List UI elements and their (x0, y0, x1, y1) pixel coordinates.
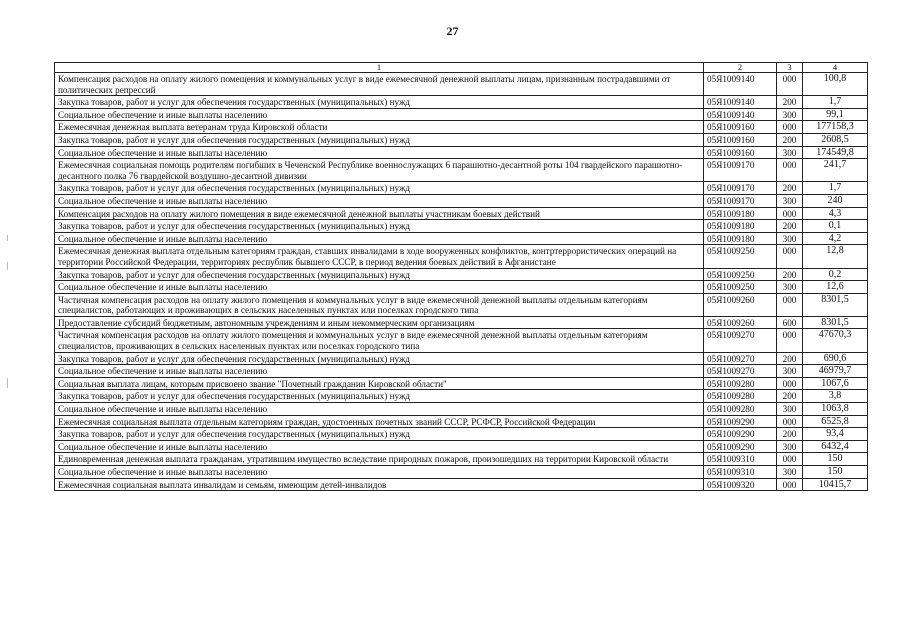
row-expense-type: 200 (777, 352, 803, 365)
row-target-code: 05Я1009290 (704, 440, 777, 453)
row-description: Компенсация расходов на оплату жилого помещения и коммунальных услуг в виде ежемесячной денежной выплаты лицам, признанным пострадавшими от политических репрессий (55, 73, 704, 96)
row-target-code: 05Я1009160 (704, 121, 777, 134)
row-amount: 93,4 (803, 428, 868, 441)
row-expense-type: 300 (777, 466, 803, 479)
table-row (55, 352, 868, 365)
row-amount: 241,7 (803, 159, 868, 182)
table-row (55, 121, 868, 134)
row-amount: 240 (803, 194, 868, 207)
table-row (55, 146, 868, 159)
row-description: Социальное обеспечение и иные выплаты населению (55, 403, 704, 416)
table-row (55, 440, 868, 453)
row-expense-type: 000 (777, 377, 803, 390)
row-target-code: 05Я1009280 (704, 403, 777, 416)
budget-table (54, 62, 868, 491)
row-target-code: 05Я1009280 (704, 390, 777, 403)
table-header-row (55, 63, 868, 73)
row-target-code: 05Я1009250 (704, 245, 777, 268)
table-row (55, 453, 868, 466)
row-expense-type: 300 (777, 440, 803, 453)
row-target-code: 05Я1009180 (704, 207, 777, 220)
table-row (55, 478, 868, 491)
table-row (55, 207, 868, 220)
row-target-code: 05Я1009260 (704, 293, 777, 316)
row-description: Закупка товаров, работ и услуг для обеспечения государственных (муниципальных) нужд (55, 268, 704, 281)
row-target-code: 05Я1009140 (704, 73, 777, 96)
row-target-code: 05Я1009170 (704, 182, 777, 195)
row-amount: 150 (803, 453, 868, 466)
row-expense-type: 300 (777, 365, 803, 378)
row-amount: 690,6 (803, 352, 868, 365)
row-amount: 8301,5 (803, 316, 868, 329)
row-target-code: 05Я1009290 (704, 428, 777, 441)
row-expense-type: 300 (777, 194, 803, 207)
row-target-code: 05Я1009250 (704, 268, 777, 281)
row-description: Ежемесячная социальная помощь родителям погибших в Чеченской Республике военнослужащих 6 парашютно-десантной роты 104 гвардейского парашютно-десантного полка 76 гвардейской воздушно-десантной дивизии (55, 159, 704, 182)
scan-artifact (7, 235, 8, 241)
row-description: Ежемесячная социальная выплата отдельным категориям граждан, удостоенных почетных званий СССР, РСФСР, Российской Федерации (55, 415, 704, 428)
table-row (55, 220, 868, 233)
row-amount: 174549,8 (803, 146, 868, 159)
table-row (55, 403, 868, 416)
row-amount: 6525,8 (803, 415, 868, 428)
row-description: Социальное обеспечение и иные выплаты населению (55, 146, 704, 159)
row-expense-type: 200 (777, 390, 803, 403)
table-row (55, 96, 868, 109)
row-target-code: 05Я1009310 (704, 466, 777, 479)
row-target-code: 05Я1009250 (704, 281, 777, 294)
row-expense-type: 000 (777, 415, 803, 428)
table-row (55, 108, 868, 121)
row-amount: 10415,7 (803, 478, 868, 491)
row-target-code: 05Я1009160 (704, 146, 777, 159)
row-target-code: 05Я1009140 (704, 108, 777, 121)
row-expense-type: 300 (777, 146, 803, 159)
row-description: Закупка товаров, работ и услуг для обеспечения государственных (муниципальных) нужд (55, 96, 704, 109)
table-row (55, 377, 868, 390)
row-target-code: 05Я1009270 (704, 352, 777, 365)
row-target-code: 05Я1009270 (704, 365, 777, 378)
table-row (55, 329, 868, 352)
row-amount: 4,3 (803, 207, 868, 220)
row-description: Компенсация расходов на оплату жилого помещения в виде ежемесячной денежной выплаты участникам боевых действий (55, 207, 704, 220)
row-amount: 12,6 (803, 281, 868, 294)
row-expense-type: 200 (777, 268, 803, 281)
row-target-code: 05Я1009170 (704, 194, 777, 207)
table-row (55, 73, 868, 96)
row-target-code: 05Я1009290 (704, 415, 777, 428)
row-target-code: 05Я1009320 (704, 478, 777, 491)
row-amount: 4,2 (803, 232, 868, 245)
table-row (55, 428, 868, 441)
table-row (55, 365, 868, 378)
row-amount: 8301,5 (803, 293, 868, 316)
table-row (55, 390, 868, 403)
row-description: Ежемесячная социальная выплата инвалидам и семьям, имеющим детей-инвалидов (55, 478, 704, 491)
row-expense-type: 000 (777, 478, 803, 491)
row-description: Закупка товаров, работ и услуг для обеспечения государственных (муниципальных) нужд (55, 390, 704, 403)
row-description: Закупка товаров, работ и услуг для обеспечения государственных (муниципальных) нужд (55, 220, 704, 233)
row-description: Социальная выплата лицам, которым присвоено звание "Почетный гражданин Кировской области" (55, 377, 704, 390)
page-number: 27 (446, 24, 459, 38)
column-header: 2 (704, 63, 777, 73)
row-description: Единовременная денежная выплата гражданам, утратившим имущество вследствие природных пожаров, произошедших на территории Кировской области (55, 453, 704, 466)
row-target-code: 05Я1009260 (704, 316, 777, 329)
table-row (55, 133, 868, 146)
row-expense-type: 200 (777, 96, 803, 109)
row-amount: 47670,3 (803, 329, 868, 352)
row-amount: 1,7 (803, 182, 868, 195)
row-expense-type: 300 (777, 403, 803, 416)
row-expense-type: 000 (777, 329, 803, 352)
row-expense-type: 000 (777, 159, 803, 182)
row-expense-type: 000 (777, 207, 803, 220)
row-expense-type: 200 (777, 220, 803, 233)
row-amount: 6432,4 (803, 440, 868, 453)
column-header: 4 (803, 63, 868, 73)
table-row (55, 245, 868, 268)
scan-artifact (7, 378, 8, 388)
row-amount: 177158,3 (803, 121, 868, 134)
row-amount: 46979,7 (803, 365, 868, 378)
row-description: Социальное обеспечение и иные выплаты населению (55, 232, 704, 245)
table-row (55, 232, 868, 245)
row-amount: 99,1 (803, 108, 868, 121)
table-row (55, 293, 868, 316)
row-amount: 1,7 (803, 96, 868, 109)
row-description: Частичная компенсация расходов на оплату жилого помещения и коммунальных услуг в виде ежемесячной денежной выплаты отдельным категориям специалистов, проживающих в сельских населенных пунктах или поселках городского типа (55, 329, 704, 352)
row-expense-type: 200 (777, 428, 803, 441)
row-expense-type: 000 (777, 453, 803, 466)
row-target-code: 05Я1009270 (704, 329, 777, 352)
row-amount: 100,8 (803, 73, 868, 96)
row-amount: 2608,5 (803, 133, 868, 146)
row-description: Закупка товаров, работ и услуг для обеспечения государственных (муниципальных) нужд (55, 182, 704, 195)
table-body (55, 73, 868, 491)
row-expense-type: 000 (777, 73, 803, 96)
row-description: Закупка товаров, работ и услуг для обеспечения государственных (муниципальных) нужд (55, 133, 704, 146)
row-expense-type: 000 (777, 121, 803, 134)
row-expense-type: 600 (777, 316, 803, 329)
row-target-code: 05Я1009140 (704, 96, 777, 109)
row-expense-type: 000 (777, 245, 803, 268)
row-description: Социальное обеспечение и иные выплаты населению (55, 365, 704, 378)
row-amount: 1063,8 (803, 403, 868, 416)
row-target-code: 05Я1009180 (704, 232, 777, 245)
row-amount: 0,1 (803, 220, 868, 233)
row-target-code: 05Я1009280 (704, 377, 777, 390)
table-row (55, 316, 868, 329)
row-target-code: 05Я1009170 (704, 159, 777, 182)
row-description: Закупка товаров, работ и услуг для обеспечения государственных (муниципальных) нужд (55, 428, 704, 441)
row-description: Социальное обеспечение и иные выплаты населению (55, 466, 704, 479)
row-description: Предоставление субсидий бюджетным, автономным учреждениям и иным некоммерческим организациям (55, 316, 704, 329)
table-row (55, 466, 868, 479)
row-amount: 0,2 (803, 268, 868, 281)
row-amount: 150 (803, 466, 868, 479)
row-description: Ежемесячная денежная выплата ветеранам труда Кировской области (55, 121, 704, 134)
row-description: Ежемесячная денежная выплата отдельным категориям граждан, ставших инвалидами в ходе вооруженных конфликтов, контртеррористических операций на территории Российской Федерации, территориях республик бывшего СССР, в период ведения боевых действий в Афганистане (55, 245, 704, 268)
table-row (55, 268, 868, 281)
column-header: 3 (777, 63, 803, 73)
table-row (55, 182, 868, 195)
row-target-code: 05Я1009180 (704, 220, 777, 233)
table-row (55, 194, 868, 207)
row-expense-type: 000 (777, 293, 803, 316)
table-row (55, 159, 868, 182)
table-row (55, 415, 868, 428)
row-amount: 3,8 (803, 390, 868, 403)
row-description: Социальное обеспечение и иные выплаты населению (55, 440, 704, 453)
row-expense-type: 300 (777, 281, 803, 294)
scan-artifact (7, 262, 8, 270)
row-description: Социальное обеспечение и иные выплаты населению (55, 281, 704, 294)
row-description: Закупка товаров, работ и услуг для обеспечения государственных (муниципальных) нужд (55, 352, 704, 365)
row-description: Социальное обеспечение и иные выплаты населению (55, 194, 704, 207)
row-expense-type: 200 (777, 182, 803, 195)
table-row (55, 281, 868, 294)
row-target-code: 05Я1009310 (704, 453, 777, 466)
row-amount: 12,8 (803, 245, 868, 268)
row-target-code: 05Я1009160 (704, 133, 777, 146)
row-expense-type: 300 (777, 108, 803, 121)
row-description: Частичная компенсация расходов на оплату жилого помещения и коммунальных услуг в виде ежемесячной денежной выплаты отдельным категориям специалистов, работающих и проживающих в сельских населенных пунктах или поселках городского типа (55, 293, 704, 316)
row-description: Социальное обеспечение и иные выплаты населению (55, 108, 704, 121)
row-expense-type: 300 (777, 232, 803, 245)
column-header: 1 (55, 63, 704, 73)
row-expense-type: 200 (777, 133, 803, 146)
row-amount: 1067,6 (803, 377, 868, 390)
